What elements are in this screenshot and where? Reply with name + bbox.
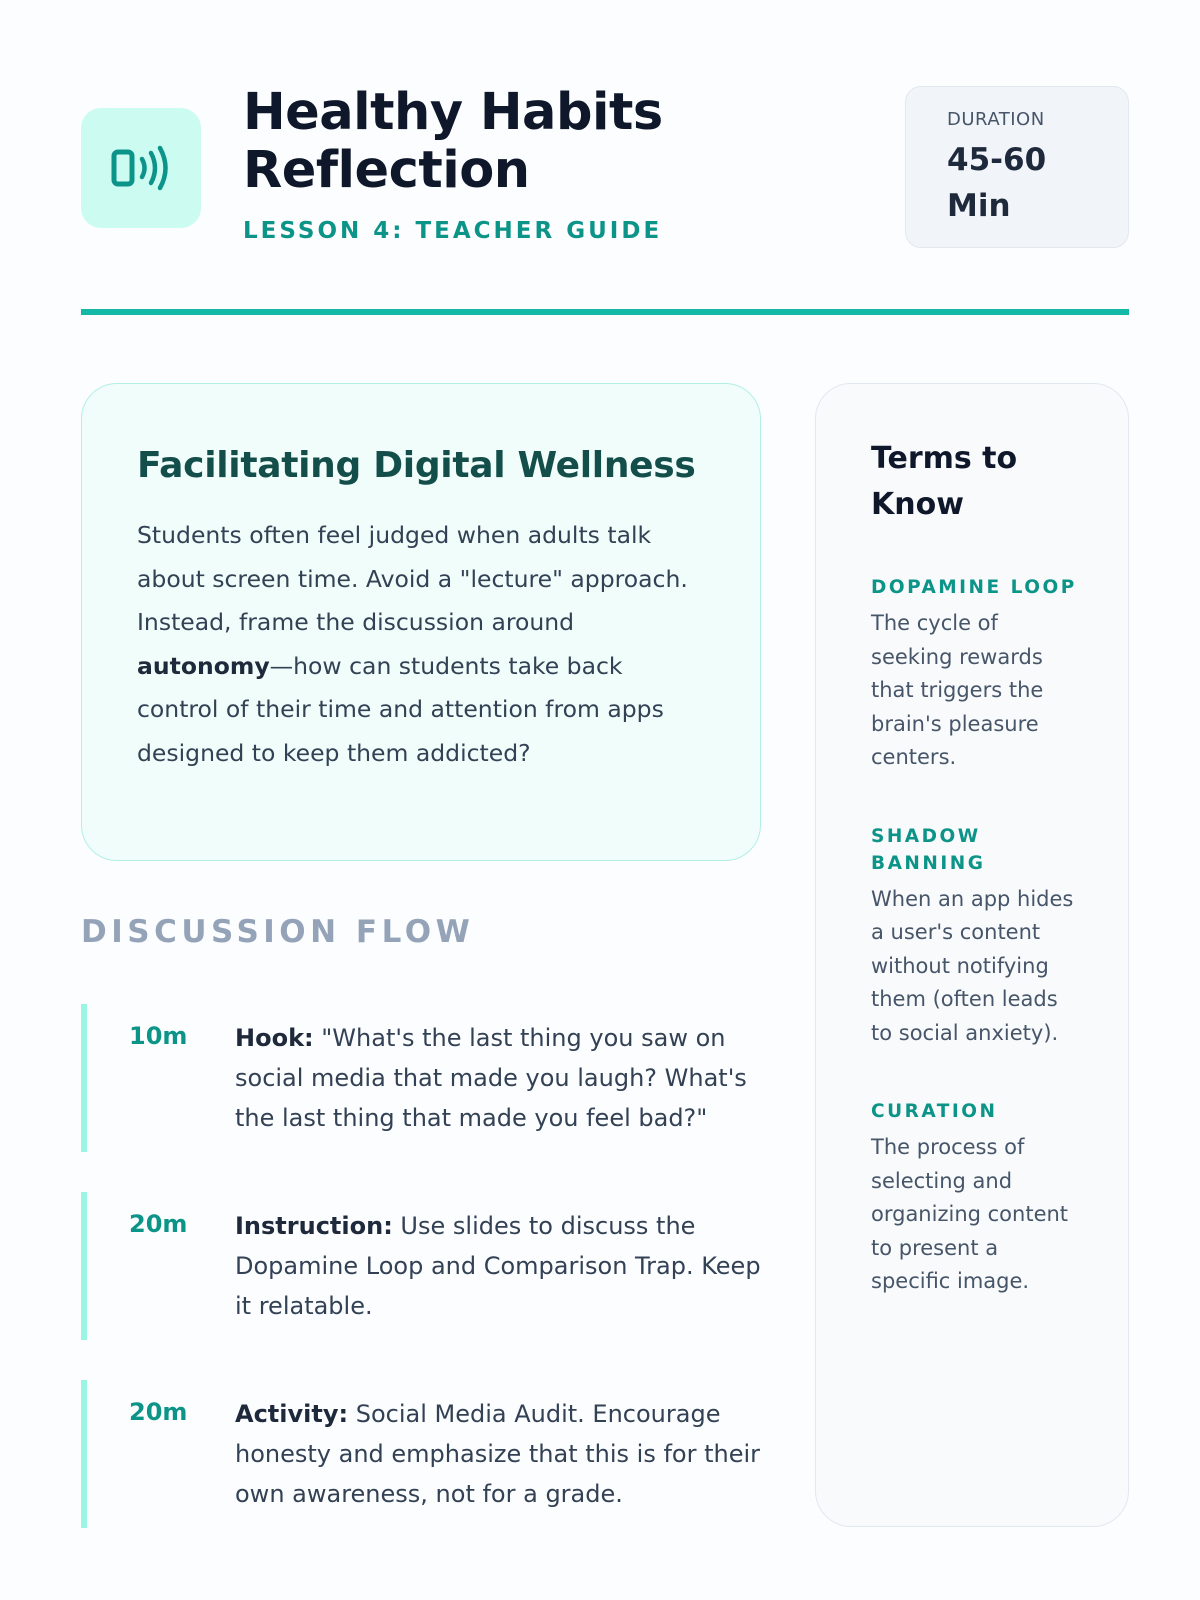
term-definition: The process of selecting and organizing content to present a specific image. bbox=[871, 1135, 1069, 1293]
duration-label: DURATION bbox=[947, 109, 1045, 130]
lesson-icon-tile bbox=[81, 108, 201, 228]
page-title: Healthy Habits Reflection bbox=[243, 83, 663, 200]
flow-description: "What's the last thing you saw on social media that made you laugh? What's the last thing that made you feel bad?" bbox=[235, 1024, 747, 1132]
terms-title: Terms to Know bbox=[871, 441, 1018, 522]
flow-time: 20m bbox=[129, 1210, 188, 1238]
flow-description: Use slides to discuss the Dopamine Loop and Comparison Trap. Keep it relatable. bbox=[235, 1212, 761, 1320]
flow-time: 10m bbox=[129, 1022, 188, 1050]
intro-title: Facilitating Digital Wellness bbox=[137, 445, 696, 486]
flow-label: Hook: bbox=[235, 1024, 314, 1052]
discussion-flow-heading: DISCUSSION FLOW bbox=[81, 914, 475, 950]
term-name: SHADOW BANNING bbox=[871, 825, 986, 874]
intro-text-continued: —how can students take back control of their time and attention from apps designed to keep them addicted? bbox=[137, 651, 664, 767]
flow-item bbox=[81, 1004, 761, 1152]
flow-label: Activity: bbox=[235, 1400, 349, 1428]
terms-sidebar bbox=[815, 383, 1129, 1527]
term-entry bbox=[871, 574, 1082, 775]
term-definition: When an app hides a user's content without notifying them (often leads to social anxiety). bbox=[871, 886, 1074, 1045]
duration-value: 45-60 Min bbox=[947, 142, 1047, 224]
flow-item bbox=[81, 1380, 761, 1528]
flow-item bbox=[81, 1192, 761, 1340]
term-entry bbox=[871, 823, 1082, 1051]
flow-label: Instruction: bbox=[235, 1212, 393, 1240]
flow-text bbox=[235, 1206, 769, 1326]
term-name: CURATION bbox=[871, 1101, 998, 1122]
header-divider bbox=[81, 309, 1129, 315]
flow-time: 20m bbox=[129, 1398, 188, 1426]
teacher-guide-page bbox=[81, 0, 1129, 1600]
discussion-flow-list bbox=[81, 1004, 761, 1568]
smartphone-signal-icon bbox=[109, 144, 173, 192]
title-block bbox=[243, 84, 803, 244]
intro-text: Students often feel judged when adults talk about screen time. Avoid a "lecture" approach. Instead, frame the discussion around bbox=[137, 521, 688, 636]
flow-text bbox=[235, 1394, 769, 1514]
intro-card bbox=[81, 383, 761, 861]
intro-body bbox=[137, 514, 708, 775]
lesson-subtitle: LESSON 4: TEACHER GUIDE bbox=[243, 218, 663, 244]
duration-card bbox=[905, 86, 1129, 248]
term-name: DOPAMINE LOOP bbox=[871, 577, 1077, 598]
term-entry bbox=[871, 1098, 1082, 1299]
flow-text bbox=[235, 1018, 769, 1138]
flow-description: Social Media Audit. Encourage honesty and emphasize that this is for their own awareness, not for a grade. bbox=[235, 1400, 760, 1508]
page-header bbox=[81, 84, 1129, 254]
intro-emphasis: autonomy bbox=[137, 651, 270, 680]
term-definition: The cycle of seeking rewards that triggers the brain's pleasure centers. bbox=[871, 611, 1044, 769]
